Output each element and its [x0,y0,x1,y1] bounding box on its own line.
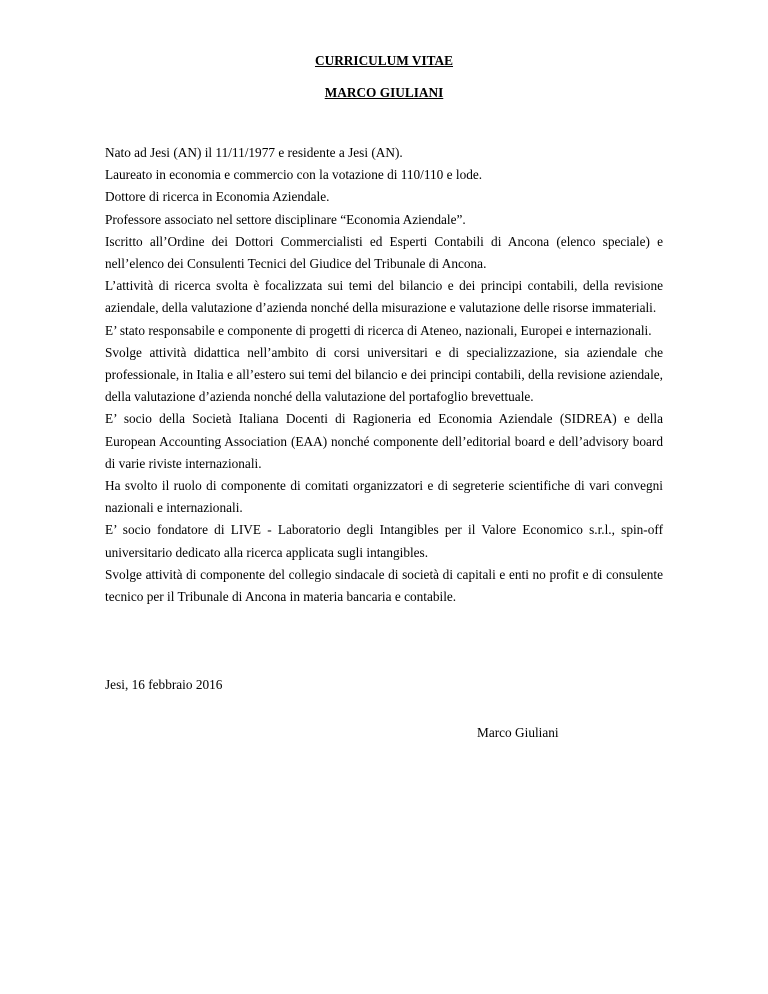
cv-paragraph-position: Professore associato nel settore disciplinare “Economia Aziendale”. [105,211,466,227]
cv-paragraph-registration: Iscritto all’Ordine dei Dottori Commercialisti ed Esperti Contabili di Ancona (elenco speciale) e nell’elenco dei Consulenti Tecnici del Giudice del Tribunale di Ancona. [105,233,663,272]
cv-paragraph-conferences: Ha svolto il ruolo di componente di comitati organizzatori e di segreterie scientifiche di vari convegni nazionali e internazionali. [105,478,663,516]
cv-paragraph-board: Svolge attività di componente del collegio sindacale di società di capitali e enti no profit e di consulente tecnico per il Tribunale di Ancona in materia bancaria e contabile. [105,566,663,605]
cv-body [105,142,663,608]
cv-paragraph-projects: E’ stato responsabile e componente di progetti di ricerca di Ateneo, nazionali, Europei e internazionali. [105,322,652,338]
cv-paragraph-teaching: Svolge attività didattica nell’ambito di corsi universitari e di specializzazione, sia aziendale che professionale, in Italia e all’estero sui temi del bilancio e dei principi contabili, della revisione aziendale, della valutazione d’azienda nonché della valutazione del portafoglio brevettuale. [105,344,663,405]
cv-paragraph-phd: Dottore di ricerca in Economia Aziendale. [105,189,330,205]
signature-name: Marco Giuliani [477,725,559,740]
cv-paragraph-degree: Laureato in economia e commercio con la votazione di 110/110 e lode. [105,167,483,183]
cv-paragraph-memberships: E’ socio della Società Italiana Docenti di Ragioneria ed Economia Aziendale (SIDREA) e della European Accounting Association (EAA) nonché componente dell’editorial board e dell’advisory board di varie riviste internazionali. [105,411,663,471]
cv-paragraph-spinoff: E’ socio fondatore di LIVE - Laboratorio degli Intangibles per il Valore Economico s.r.l., spin-off universitario dedicato alla ricerca applicata sugli intangibles. [105,522,663,560]
document-title: CURRICULUM VITAE [314,53,454,68]
cv-paragraph-birth: Nato ad Jesi (AN) il 11/11/1977 e residente a Jesi (AN). [105,145,403,160]
place-and-date: Jesi, 16 febbraio 2016 [105,677,223,692]
person-name-heading: MARCO GIULIANI [324,85,444,100]
cv-paragraph-research: L’attività di ricerca svolta è focalizzata sui temi del bilancio e dei principi contabili, della revisione aziendale, della valutazione d’azienda nonché della misurazione e valutazione delle risorse immateriali. [105,278,663,316]
